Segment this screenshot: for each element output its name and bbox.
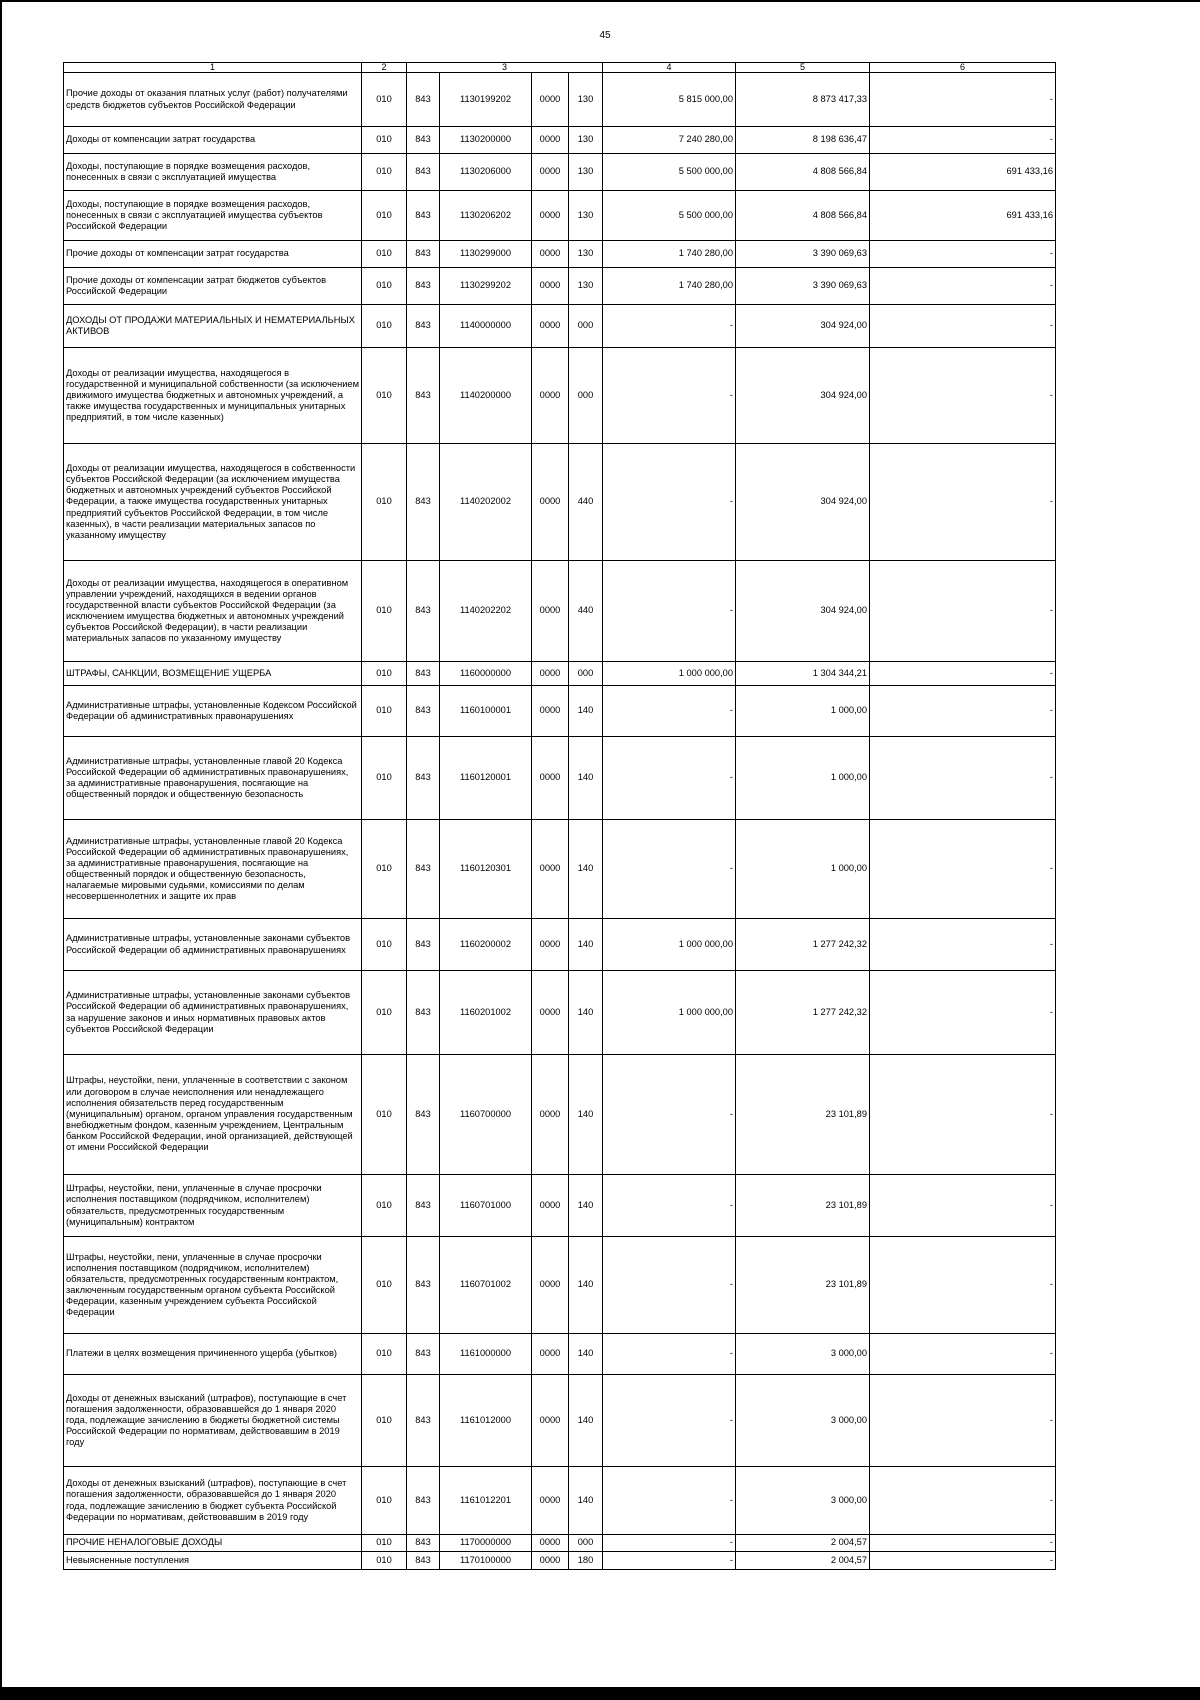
row-code-5: 130: [569, 191, 603, 241]
table-row: [64, 1334, 1056, 1375]
row-value-col4: -: [603, 1535, 736, 1552]
table-row: [64, 1552, 1056, 1570]
row-value-col4: -: [603, 686, 736, 737]
table-row: [64, 73, 1056, 127]
row-code-4: 0000: [532, 1552, 569, 1570]
table-row: [64, 820, 1056, 919]
row-code-5: 140: [569, 686, 603, 737]
table-row: [64, 1237, 1056, 1334]
row-code-3: 1160200002: [440, 919, 532, 971]
revenue-table: [63, 62, 1056, 1570]
row-name: Прочие доходы от оказания платных услуг (работ) получателями средств бюджетов субъектов Российской Федерации: [64, 73, 362, 127]
row-code-3: 1160000000: [440, 662, 532, 686]
row-code-1: 010: [362, 154, 407, 191]
row-value-col5: 1 000,00: [736, 820, 870, 919]
row-code-5: 140: [569, 971, 603, 1055]
row-code-1: 010: [362, 73, 407, 127]
row-value-col4: 1 740 280,00: [603, 241, 736, 268]
table-row: [64, 348, 1056, 444]
row-code-3: 1130299000: [440, 241, 532, 268]
row-code-1: 010: [362, 1467, 407, 1535]
row-code-5: 130: [569, 241, 603, 268]
row-code-2: 843: [407, 154, 440, 191]
row-code-3: 1140000000: [440, 305, 532, 348]
table-row: [64, 1467, 1056, 1535]
row-name: ПРОЧИЕ НЕНАЛОГОВЫЕ ДОХОДЫ: [64, 1535, 362, 1552]
table-row: [64, 737, 1056, 820]
row-code-2: 843: [407, 686, 440, 737]
row-value-col6: -: [870, 1535, 1056, 1552]
row-code-2: 843: [407, 561, 440, 662]
row-code-1: 010: [362, 305, 407, 348]
row-code-1: 010: [362, 1334, 407, 1375]
row-code-2: 843: [407, 1467, 440, 1535]
row-value-col5: 3 390 069,63: [736, 241, 870, 268]
row-value-col5: 3 000,00: [736, 1467, 870, 1535]
row-value-col6: -: [870, 1237, 1056, 1334]
row-code-3: 1170000000: [440, 1535, 532, 1552]
row-value-col5: 8 198 636,47: [736, 127, 870, 154]
row-value-col4: -: [603, 1552, 736, 1570]
row-value-col5: 23 101,89: [736, 1237, 870, 1334]
row-name: ДОХОДЫ ОТ ПРОДАЖИ МАТЕРИАЛЬНЫХ И НЕМАТЕРИАЛЬНЫХ АКТИВОВ: [64, 305, 362, 348]
row-name: Штрафы, неустойки, пени, уплаченные в случае просрочки исполнения поставщиком (подрядчиком, исполнителем) обязательств, предусмотренных государственным контрактом, заключенным государственным органом субъекта Российской Федерации, казенным учреждением субъекта Российской Федерации: [64, 1237, 362, 1334]
row-name: Административные штрафы, установленные законами субъектов Российской Федерации об административных правонарушениях: [64, 919, 362, 971]
row-code-1: 010: [362, 662, 407, 686]
row-code-1: 010: [362, 1175, 407, 1237]
header-col-6: 6: [870, 63, 1056, 73]
row-code-1: 010: [362, 1375, 407, 1467]
row-name: Административные штрафы, установленные Кодексом Российской Федерации об административных правонарушениях: [64, 686, 362, 737]
row-value-col4: 1 000 000,00: [603, 919, 736, 971]
row-code-2: 843: [407, 820, 440, 919]
row-value-col5: 304 924,00: [736, 444, 870, 561]
table-row: [64, 154, 1056, 191]
row-value-col5: 3 390 069,63: [736, 268, 870, 305]
row-code-2: 843: [407, 241, 440, 268]
row-code-1: 010: [362, 1237, 407, 1334]
row-code-5: 140: [569, 919, 603, 971]
row-code-5: 000: [569, 348, 603, 444]
row-code-3: 1130199202: [440, 73, 532, 127]
table-row: [64, 268, 1056, 305]
header-col-1: 1: [64, 63, 362, 73]
row-code-3: 1161000000: [440, 1334, 532, 1375]
row-code-1: 010: [362, 348, 407, 444]
row-code-4: 0000: [532, 241, 569, 268]
row-value-col6: -: [870, 241, 1056, 268]
row-code-2: 843: [407, 1055, 440, 1175]
row-name: Административные штрафы, установленные главой 20 Кодекса Российской Федерации об административных правонарушениях, за административные правонарушения, посягающие на общественный порядок и общественную безопасность, налагаемые мировыми судьями, комиссиями по делам несовершеннолетних и защите их прав: [64, 820, 362, 919]
row-code-1: 010: [362, 820, 407, 919]
row-code-2: 843: [407, 1237, 440, 1334]
row-code-3: 1130206202: [440, 191, 532, 241]
row-value-col6: -: [870, 820, 1056, 919]
header-col-5: 5: [736, 63, 870, 73]
row-code-5: 000: [569, 662, 603, 686]
page-frame-top: [0, 0, 1200, 2]
row-value-col6: -: [870, 268, 1056, 305]
row-code-4: 0000: [532, 154, 569, 191]
table-row: [64, 241, 1056, 268]
row-code-4: 0000: [532, 1055, 569, 1175]
row-code-1: 010: [362, 1535, 407, 1552]
row-code-3: 1140200000: [440, 348, 532, 444]
row-value-col6: -: [870, 305, 1056, 348]
row-value-col4: -: [603, 820, 736, 919]
row-code-5: 440: [569, 561, 603, 662]
table-row: [64, 662, 1056, 686]
row-code-4: 0000: [532, 348, 569, 444]
row-value-col4: 1 000 000,00: [603, 662, 736, 686]
row-value-col5: 4 808 566,84: [736, 191, 870, 241]
table-row: [64, 1175, 1056, 1237]
row-code-3: 1140202202: [440, 561, 532, 662]
row-value-col4: 5 500 000,00: [603, 154, 736, 191]
row-code-4: 0000: [532, 305, 569, 348]
header-col-4: 4: [603, 63, 736, 73]
row-value-col5: 3 000,00: [736, 1334, 870, 1375]
row-code-3: 1160701000: [440, 1175, 532, 1237]
row-value-col6: -: [870, 919, 1056, 971]
row-value-col5: 8 873 417,33: [736, 73, 870, 127]
row-value-col6: -: [870, 662, 1056, 686]
row-code-1: 010: [362, 1552, 407, 1570]
row-code-4: 0000: [532, 662, 569, 686]
row-code-4: 0000: [532, 1334, 569, 1375]
row-code-2: 843: [407, 127, 440, 154]
row-value-col4: 5 500 000,00: [603, 191, 736, 241]
row-name: Доходы от денежных взысканий (штрафов), поступающие в счет погашения задолженности, образовавшейся до 1 января 2020 года, подлежащие зачислению в бюджеты бюджетной системы Российской Федерации по нормативам, действовавшим в 2019 году: [64, 1375, 362, 1467]
row-name: Невыясненные поступления: [64, 1552, 362, 1570]
table-row: [64, 561, 1056, 662]
row-value-col6: -: [870, 686, 1056, 737]
row-value-col6: -: [870, 971, 1056, 1055]
row-code-2: 843: [407, 191, 440, 241]
row-value-col4: -: [603, 305, 736, 348]
row-name: ШТРАФЫ, САНКЦИИ, ВОЗМЕЩЕНИЕ УЩЕРБА: [64, 662, 362, 686]
row-code-3: 1140202002: [440, 444, 532, 561]
row-value-col4: 7 240 280,00: [603, 127, 736, 154]
row-code-2: 843: [407, 444, 440, 561]
row-name: Доходы от реализации имущества, находящегося в собственности субъектов Российской Федерации (за исключением имущества бюджетных и автономных учреждений субъектов Российской Федерации, а также имущества государственных унитарных предприятий субъектов Российской Федерации, в том числе казенных), в части реализации материальных запасов по указанному имуществу: [64, 444, 362, 561]
row-code-4: 0000: [532, 1175, 569, 1237]
row-value-col5: 304 924,00: [736, 305, 870, 348]
row-code-4: 0000: [532, 561, 569, 662]
table-row: [64, 686, 1056, 737]
row-code-5: 000: [569, 305, 603, 348]
row-value-col5: 1 000,00: [736, 686, 870, 737]
row-value-col6: -: [870, 1055, 1056, 1175]
row-value-col4: 1 000 000,00: [603, 971, 736, 1055]
row-code-5: 130: [569, 73, 603, 127]
row-code-3: 1130299202: [440, 268, 532, 305]
row-value-col5: 1 277 242,32: [736, 919, 870, 971]
row-code-4: 0000: [532, 127, 569, 154]
row-code-5: 140: [569, 1175, 603, 1237]
row-value-col4: -: [603, 1055, 736, 1175]
row-code-2: 843: [407, 348, 440, 444]
row-code-1: 010: [362, 127, 407, 154]
row-name: Платежи в целях возмещения причиненного ущерба (убытков): [64, 1334, 362, 1375]
row-name: Доходы от компенсации затрат государства: [64, 127, 362, 154]
row-code-4: 0000: [532, 191, 569, 241]
table-row: [64, 1375, 1056, 1467]
row-code-2: 843: [407, 1334, 440, 1375]
row-code-5: 140: [569, 1375, 603, 1467]
row-code-4: 0000: [532, 1535, 569, 1552]
row-name: Штрафы, неустойки, пени, уплаченные в соответствии с законом или договором в случае неисполнения или ненадлежащего исполнения обязательств перед государственным (муниципальным) органом, органом управления государственным внебюджетным фондом, казенным учреждением, Центральным банком Российской Федерации, иной организацией, действующей от имени Российской Федерации: [64, 1055, 362, 1175]
row-name: Доходы, поступающие в порядке возмещения расходов, понесенных в связи с эксплуатацией имущества субъектов Российской Федерации: [64, 191, 362, 241]
row-code-2: 843: [407, 305, 440, 348]
row-name: Штрафы, неустойки, пени, уплаченные в случае просрочки исполнения поставщиком (подрядчиком, исполнителем) обязательств, предусмотренных государственным (муниципальным) контрактом: [64, 1175, 362, 1237]
row-code-4: 0000: [532, 73, 569, 127]
row-code-4: 0000: [532, 971, 569, 1055]
row-code-4: 0000: [532, 1237, 569, 1334]
row-value-col6: -: [870, 127, 1056, 154]
table-row: [64, 127, 1056, 154]
header-col-2: 2: [362, 63, 407, 73]
row-value-col4: -: [603, 1237, 736, 1334]
row-value-col5: 2 004,57: [736, 1552, 870, 1570]
row-value-col5: 304 924,00: [736, 348, 870, 444]
row-code-5: 140: [569, 737, 603, 820]
row-code-3: 1160701002: [440, 1237, 532, 1334]
row-code-1: 010: [362, 561, 407, 662]
row-code-5: 000: [569, 1535, 603, 1552]
row-value-col6: 691 433,16: [870, 154, 1056, 191]
row-code-4: 0000: [532, 1375, 569, 1467]
page-frame-left: [0, 0, 2, 1700]
row-code-3: 1161012201: [440, 1467, 532, 1535]
row-code-1: 010: [362, 737, 407, 820]
row-code-5: 140: [569, 1237, 603, 1334]
row-code-2: 843: [407, 1375, 440, 1467]
row-code-3: 1160201002: [440, 971, 532, 1055]
row-code-4: 0000: [532, 919, 569, 971]
row-code-2: 843: [407, 1535, 440, 1552]
row-value-col6: -: [870, 1552, 1056, 1570]
row-code-4: 0000: [532, 820, 569, 919]
row-value-col6: -: [870, 561, 1056, 662]
row-code-1: 010: [362, 444, 407, 561]
row-value-col5: 4 808 566,84: [736, 154, 870, 191]
row-code-4: 0000: [532, 268, 569, 305]
table-row: [64, 305, 1056, 348]
row-code-5: 180: [569, 1552, 603, 1570]
page-number: 45: [599, 30, 611, 41]
row-value-col5: 23 101,89: [736, 1055, 870, 1175]
row-name: Доходы от реализации имущества, находящегося в оперативном управлении учреждений, находящихся в ведении органов государственной власти субъектов Российской Федерации (за исключением имущества бюджетных и автономных учреждений субъектов Российской Федерации), в части реализации материальных запасов по указанному имуществу: [64, 561, 362, 662]
row-value-col5: 3 000,00: [736, 1375, 870, 1467]
row-code-5: 130: [569, 127, 603, 154]
row-value-col6: -: [870, 1467, 1056, 1535]
table-header-row: [64, 63, 1056, 73]
row-value-col5: 1 277 242,32: [736, 971, 870, 1055]
row-code-3: 1160700000: [440, 1055, 532, 1175]
row-value-col6: -: [870, 444, 1056, 561]
row-name: Административные штрафы, установленные законами субъектов Российской Федерации об административных правонарушениях, за нарушение законов и иных нормативных правовых актов субъектов Российской Федерации: [64, 971, 362, 1055]
row-code-4: 0000: [532, 444, 569, 561]
row-value-col6: 691 433,16: [870, 191, 1056, 241]
row-code-1: 010: [362, 919, 407, 971]
row-code-1: 010: [362, 268, 407, 305]
header-col-3: 3: [407, 63, 603, 73]
row-code-5: 140: [569, 1055, 603, 1175]
row-value-col5: 1 000,00: [736, 737, 870, 820]
row-value-col4: -: [603, 444, 736, 561]
row-value-col6: -: [870, 737, 1056, 820]
row-code-3: 1160100001: [440, 686, 532, 737]
row-code-2: 843: [407, 73, 440, 127]
row-value-col6: -: [870, 1334, 1056, 1375]
row-code-2: 843: [407, 919, 440, 971]
row-code-2: 843: [407, 662, 440, 686]
row-value-col4: -: [603, 1375, 736, 1467]
row-code-1: 010: [362, 191, 407, 241]
row-code-2: 843: [407, 737, 440, 820]
row-code-5: 440: [569, 444, 603, 561]
row-code-3: 1161012000: [440, 1375, 532, 1467]
row-code-4: 0000: [532, 737, 569, 820]
row-code-5: 140: [569, 820, 603, 919]
row-code-1: 010: [362, 241, 407, 268]
row-code-3: 1160120001: [440, 737, 532, 820]
row-code-5: 130: [569, 268, 603, 305]
table-row: [64, 191, 1056, 241]
row-value-col6: -: [870, 1375, 1056, 1467]
row-value-col6: -: [870, 1175, 1056, 1237]
row-value-col5: 304 924,00: [736, 561, 870, 662]
row-value-col4: -: [603, 1334, 736, 1375]
row-name: Доходы от реализации имущества, находящегося в государственной и муниципальной собственности (за исключением движимого имущества бюджетных и автономных учреждений, а также имущества государственных и муниципальных унитарных предприятий, в том числе казенных): [64, 348, 362, 444]
row-name: Доходы, поступающие в порядке возмещения расходов, понесенных в связи с эксплуатацией имущества: [64, 154, 362, 191]
table-row: [64, 1055, 1056, 1175]
row-name: Доходы от денежных взысканий (штрафов), поступающие в счет погашения задолженности, образовавшейся до 1 января 2020 года, подлежащие зачислению в бюджет субъекта Российской Федерации по нормативам, действовавшим в 2019 году: [64, 1467, 362, 1535]
row-name: Прочие доходы от компенсации затрат бюджетов субъектов Российской Федерации: [64, 268, 362, 305]
row-code-2: 843: [407, 971, 440, 1055]
row-code-1: 010: [362, 1055, 407, 1175]
row-value-col5: 23 101,89: [736, 1175, 870, 1237]
table-row: [64, 919, 1056, 971]
table-row: [64, 444, 1056, 561]
row-code-2: 843: [407, 1175, 440, 1237]
row-value-col4: 1 740 280,00: [603, 268, 736, 305]
row-value-col5: 1 304 344,21: [736, 662, 870, 686]
row-value-col4: -: [603, 1175, 736, 1237]
row-code-5: 140: [569, 1467, 603, 1535]
row-value-col4: -: [603, 348, 736, 444]
page-frame-bottom: [0, 1687, 1200, 1700]
row-name: Административные штрафы, установленные главой 20 Кодекса Российской Федерации об административных правонарушениях, за административные правонарушения, посягающие на общественный порядок и общественную безопасность: [64, 737, 362, 820]
row-code-3: 1160120301: [440, 820, 532, 919]
row-code-1: 010: [362, 971, 407, 1055]
row-value-col5: 2 004,57: [736, 1535, 870, 1552]
row-value-col4: 5 815 000,00: [603, 73, 736, 127]
row-code-4: 0000: [532, 686, 569, 737]
row-code-5: 130: [569, 154, 603, 191]
row-value-col4: -: [603, 737, 736, 820]
row-code-3: 1130206000: [440, 154, 532, 191]
row-code-3: 1130200000: [440, 127, 532, 154]
row-code-2: 843: [407, 1552, 440, 1570]
row-code-3: 1170100000: [440, 1552, 532, 1570]
table-row: [64, 1535, 1056, 1552]
row-value-col4: -: [603, 1467, 736, 1535]
row-code-1: 010: [362, 686, 407, 737]
row-name: Прочие доходы от компенсации затрат государства: [64, 241, 362, 268]
table-row: [64, 971, 1056, 1055]
row-value-col4: -: [603, 561, 736, 662]
row-value-col6: -: [870, 73, 1056, 127]
row-value-col6: -: [870, 348, 1056, 444]
row-code-2: 843: [407, 268, 440, 305]
row-code-5: 140: [569, 1334, 603, 1375]
table-body: [64, 63, 1056, 1570]
row-code-4: 0000: [532, 1467, 569, 1535]
